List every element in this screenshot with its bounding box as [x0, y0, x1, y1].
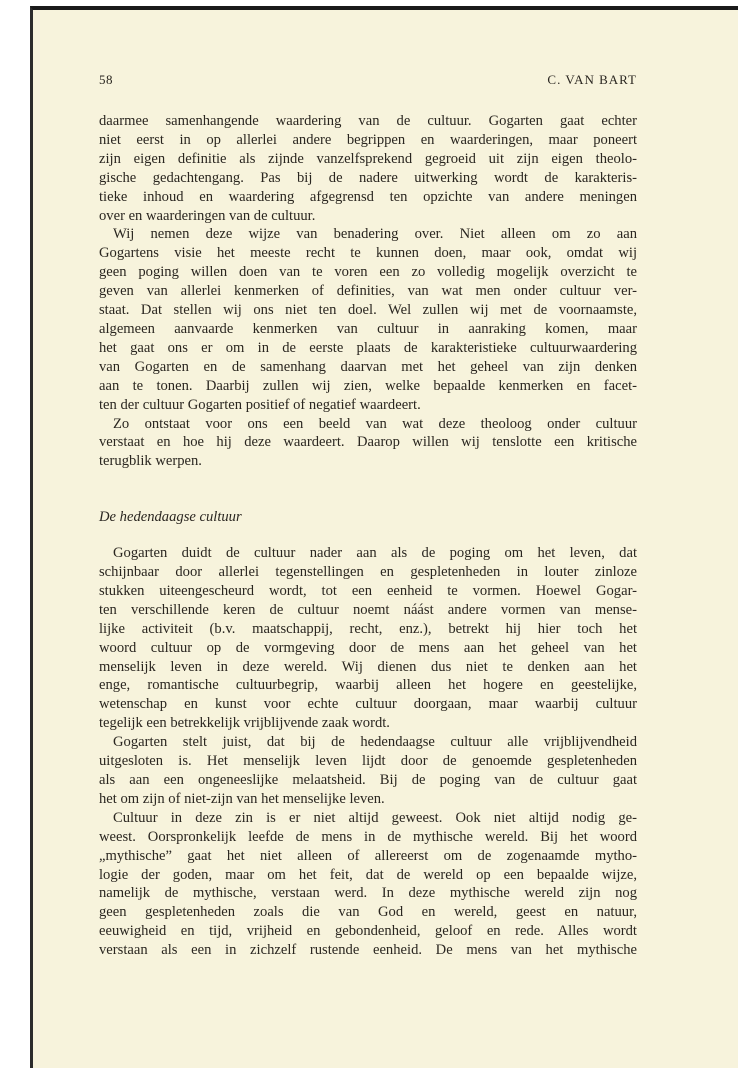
text-line: schijnbaar door allerlei tegenstellingen en gespletenheden in louter zinloze	[99, 564, 637, 581]
text-line: het om zijn of niet-zijn van het menselijke leven.	[99, 790, 385, 807]
text-line: weest. Oorspronkelijk leefde de mens in de mythische wereld. Bij het woord	[99, 828, 637, 845]
text-line: Cultuur in deze zin is er niet altijd geweest. Ook niet altijd nodig ge-	[113, 809, 637, 826]
text-line: gische gedachtengang. Pas bij de nadere uitwerking wordt de karakteris-	[99, 169, 637, 186]
running-head: C. VAN BART	[547, 72, 637, 87]
text-line: tegelijk een betrekkelijk vrijblijvende zaak wordt.	[99, 715, 390, 732]
text-line: lijke activiteit (b.v. maatschappij, recht, enz.), betrekt hij hier toch het	[99, 620, 637, 637]
text-line: woord cultuur op de vormgeving door de mens aan het geheel van het	[99, 639, 637, 656]
text-line: terugblik werpen.	[99, 453, 202, 470]
text-line: tieke inhoud en waardering afgegrensd ten opzichte van andere meningen	[99, 188, 637, 205]
paragraph	[99, 225, 637, 414]
body-text	[99, 112, 637, 960]
text-line: menselijk leven in deze wereld. Wij dienen dus niet te denken aan het	[99, 658, 637, 675]
text-line: wetenschap en kunst voor echte cultuur doorgaan, maar waarbij cultuur	[99, 696, 637, 713]
text-line: Gogarten stelt juist, dat bij de hedendaagse cultuur alle vrijblijvendheid	[113, 734, 637, 751]
text-line: zijn eigen definitie als zijnde vanzelfsprekend gegroeid uit zijn eigen theolo-	[99, 150, 637, 167]
text-line: ten der cultuur Gogarten positief of negatief waardeert.	[99, 396, 421, 413]
text-line: als aan een ongeneeslijke melaatsheid. Bij de poging van de cultuur gaat	[99, 772, 637, 788]
paragraph	[99, 809, 637, 960]
text-line: geen gespletenheden zoals die van God en wereld, geest en natuur,	[99, 904, 637, 921]
text-line: algemeen aanvaarde kenmerken van cultuur in aanraking komen, maar	[99, 320, 637, 337]
text-line: Gogarten duidt de cultuur nader aan als de poging om het leven, dat	[113, 545, 637, 562]
text-line: verstaan als een in zichzelf rustende eenheid. De mens van het mythische	[99, 942, 637, 959]
page-number: 58	[99, 72, 113, 87]
text-line: aan te tonen. Daarbij zullen wij zien, welke bepaalde kenmerken en facet-	[99, 377, 637, 394]
text-line: staat. Dat stellen wij ons niet ten doel. Wel zullen wij met de voornaamste,	[99, 302, 637, 319]
text-line: uitgesloten is. Het menselijk leven lijdt door de genoemde gespletenheden	[99, 753, 637, 770]
text-line: Wij nemen deze wijze van benadering over. Niet alleen om zo aan	[113, 226, 637, 243]
section-heading: De hedendaagse cultuur	[99, 509, 242, 526]
paragraph	[99, 544, 637, 733]
text-line: verstaat en hoe hij deze waardeert. Daarop willen wij tenslotte een kritische	[99, 434, 637, 451]
paragraph	[99, 733, 637, 809]
text-line: enge, romantische cultuurbegrip, waarbij alleen het hogere en geestelijke,	[99, 677, 637, 694]
text-line: van Gogarten en de samenhang daarvan met het geheel van zijn denken	[99, 358, 637, 375]
text-line: logie der goden, maar om het feit, dat de wereld op een bepaalde wijze,	[99, 866, 637, 883]
text-line: eeuwigheid en tijd, vrijheid en gebondenheid, geloof en rede. Alles wordt	[99, 923, 637, 940]
text-line: het gaat ons er om in de eerste plaats de karakteristieke cultuurwaardering	[99, 339, 637, 356]
text-line: daarmee samenhangende waardering van de cultuur. Gogarten gaat echter	[99, 113, 637, 129]
text-line: niet eerst in op allerlei andere begrippen en waarderingen, maar poneert	[99, 131, 637, 148]
text-line: ten verschillende keren de cultuur noemt náást andere vormen van mense-	[99, 601, 637, 618]
text-line: geen poging willen doen van te voren een zo volledig mogelijk overzicht te	[99, 264, 637, 281]
paragraph	[99, 415, 637, 472]
text-line: Zo ontstaat voor ons een beeld van wat deze theoloog onder cultuur	[113, 415, 637, 432]
text-line: namelijk de mythische, verstaan werd. In deze mythische wereld zijn nog	[99, 885, 637, 902]
page-header	[99, 72, 637, 92]
paragraph	[99, 112, 637, 225]
text-line: stukken uiteengescheurd wordt, tot een eenheid te vormen. Hoewel Gogar-	[99, 582, 637, 599]
text-line: over en waarderingen van de cultuur.	[99, 207, 316, 224]
text-line: Gogartens visie het meeste recht te kunnen doen, maar ook, omdat wij	[99, 245, 637, 262]
text-line: geven van allerlei kenmerken of definities, van wat men onder cultuur ver-	[99, 283, 637, 300]
text-line: „mythische” gaat het niet alleen of allereerst om de zogenaamde mytho-	[99, 847, 637, 864]
